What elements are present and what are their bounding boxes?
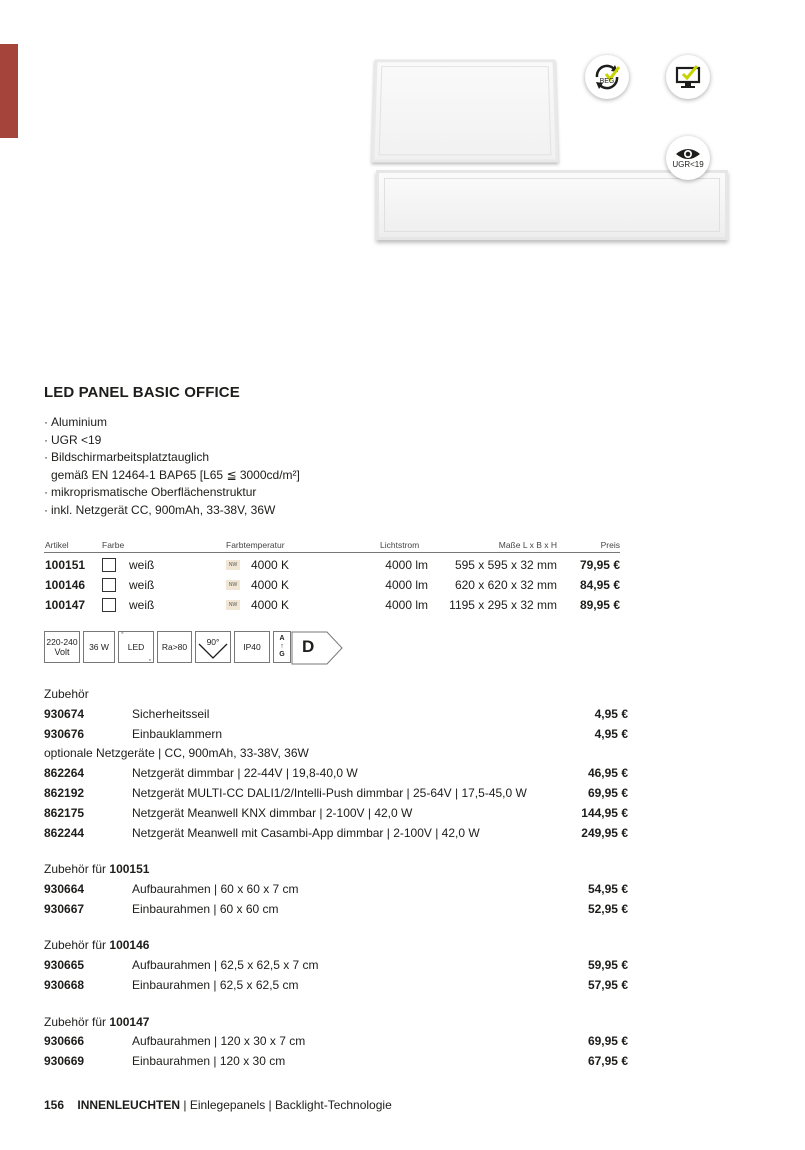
accessory-code: 930666 (44, 1034, 85, 1048)
group-article: 100147 (109, 1015, 150, 1029)
driver-desc: Netzgerät dimmbar | 22-44V | 19,8-40,0 W (132, 766, 358, 780)
accessory-code: 930664 (44, 882, 85, 896)
table-row (44, 595, 624, 615)
energy-class: D (302, 637, 315, 656)
page-number: 156 (44, 1098, 65, 1112)
driver-code: 862175 (44, 806, 85, 820)
accessory-price: 54,95 € (587, 882, 628, 896)
accessory-code: 930676 (44, 727, 85, 741)
accessory-desc: Einbaurahmen | 62,5 x 62,5 cm (132, 978, 299, 992)
feature-list (44, 414, 300, 519)
beg-icon (585, 55, 629, 99)
beg-label: BEG (599, 78, 615, 85)
accessories-heading: Zubehör (44, 687, 89, 701)
driver-row (44, 824, 628, 844)
accessory-row (44, 976, 628, 996)
square-panel-image (371, 59, 558, 162)
driver-desc: Netzgerät Meanwell KNX dimmbar | 2-100V | 42,0 W (132, 806, 413, 820)
beam-angle-value: 90° (206, 637, 220, 647)
col-masse: Maße L x B x H (498, 540, 557, 550)
col-farbe: Farbe (102, 540, 125, 550)
group-heading (44, 1015, 149, 1029)
feature-item: · Aluminium (44, 414, 300, 432)
accessory-desc: Einbaurahmen | 60 x 60 cm (132, 902, 279, 916)
dimensions: 1195 x 295 x 32 mm (449, 598, 557, 612)
driver-price: 69,95 € (587, 786, 628, 800)
col-farbtemperatur: Farbtemperatur (226, 540, 285, 550)
accessory-price: 4,95 € (594, 707, 628, 721)
col-preis: Preis (600, 540, 620, 550)
driver-row (44, 784, 628, 804)
ugr-label: UGR<19 (672, 160, 704, 169)
accessory-price: 4,95 € (594, 727, 628, 741)
product-title: LED PANEL BASIC OFFICE (44, 384, 240, 401)
price: 79,95 € (579, 558, 620, 572)
driver-price: 144,95 € (581, 806, 628, 820)
led-badge: ◦ LED ◦ (118, 631, 154, 663)
table-header (44, 538, 620, 553)
group-article: 100146 (109, 938, 150, 952)
accessory-price: 59,95 € (587, 958, 628, 972)
group-heading (44, 862, 149, 876)
spec-badges (44, 631, 343, 665)
group-prefix: Zubehör für (44, 862, 107, 876)
drivers-heading: optionale Netzgeräte | CC, 900mAh, 33-38V, 36W (44, 746, 309, 760)
accessory-code: 930668 (44, 978, 85, 992)
driver-row (44, 804, 628, 824)
neutral-white-badge: NW (226, 560, 240, 570)
driver-code: 862192 (44, 786, 85, 800)
color-swatch (102, 598, 116, 612)
feature-item: · mikroprismatische Oberflächenstruktur (44, 484, 300, 502)
group-prefix: Zubehör für (44, 1015, 107, 1029)
energy-class-label (291, 631, 343, 665)
dimensions: 620 x 620 x 32 mm (454, 578, 557, 592)
accessory-code: 930674 (44, 707, 85, 721)
color-name: weiß (129, 558, 155, 572)
accessory-desc: Einbauklammern (132, 727, 223, 741)
color-temperature: 4000 K (251, 578, 290, 592)
dimensions: 595 x 595 x 32 mm (454, 558, 557, 572)
col-lichtstrom: Lichtstrom (380, 540, 420, 550)
color-swatch (102, 558, 116, 572)
cri-badge: Ra>80 (157, 631, 192, 663)
energy-scale-arrow: ↑ (280, 643, 284, 650)
luminous-flux: 4000 lm (385, 558, 428, 572)
accessory-row (44, 1052, 628, 1072)
accessory-desc: Einbaurahmen | 120 x 30 cm (132, 1054, 286, 1068)
accessory-price: 67,95 € (587, 1054, 628, 1068)
voltage-range: 220-240 (46, 637, 78, 647)
color-name: weiß (129, 598, 155, 612)
accessory-row (44, 1032, 628, 1052)
rectangular-panel-image (376, 170, 728, 240)
color-temperature: 4000 K (251, 598, 290, 612)
driver-code: 862244 (44, 826, 85, 840)
accessory-price: 69,95 € (587, 1034, 628, 1048)
accessory-row (44, 725, 628, 745)
energy-arrow-icon (291, 631, 343, 665)
accessory-code: 930669 (44, 1054, 85, 1068)
beam-angle-badge (195, 631, 231, 663)
col-artikel: Artikel (45, 540, 69, 550)
accessory-row (44, 900, 628, 920)
accessory-desc: Sicherheitsseil (132, 707, 210, 721)
price: 84,95 € (579, 578, 620, 592)
accessory-code: 930665 (44, 958, 85, 972)
neutral-white-badge: NW (226, 580, 240, 590)
monitor-icon (666, 55, 710, 99)
accessory-desc: Aufbaurahmen | 60 x 60 x 7 cm (132, 882, 299, 896)
color-temperature: 4000 K (251, 558, 290, 572)
article-number: 100147 (45, 598, 86, 612)
color-swatch (102, 578, 116, 592)
article-number: 100151 (45, 558, 86, 572)
ugr-eye-icon (666, 136, 710, 180)
accessory-desc: Aufbaurahmen | 62,5 x 62,5 x 7 cm (132, 958, 319, 972)
driver-desc: Netzgerät Meanwell mit Casambi-App dimmbar | 2-100V | 42,0 W (132, 826, 480, 840)
accessory-desc: Aufbaurahmen | 120 x 30 x 7 cm (132, 1034, 306, 1048)
group-prefix: Zubehör für (44, 938, 107, 952)
neutral-white-badge: NW (226, 600, 240, 610)
driver-price: 249,95 € (581, 826, 628, 840)
accessory-row (44, 705, 628, 725)
article-number: 100146 (45, 578, 86, 592)
energy-scale-top: A (279, 635, 285, 642)
driver-desc: Netzgerät MULTI-CC DALI1/2/Intelli-Push dimmbar | 25-64V | 17,5-45,0 W (132, 786, 527, 800)
feature-item: · Bildschirmarbeitsplatztauglich (44, 449, 300, 467)
feature-item: · inkl. Netzgerät CC, 900mAh, 33-38V, 36W (44, 502, 300, 520)
energy-scale-badge (273, 631, 291, 663)
feature-item-continuation: gemäß EN 12464-1 BAP65 [L65 ≦ 3000cd/m²] (51, 467, 300, 482)
luminous-flux: 4000 lm (385, 598, 428, 612)
voltage-unit: Volt (54, 647, 70, 657)
ip-rating-badge: IP40 (234, 631, 270, 663)
group-heading (44, 938, 149, 952)
group-article: 100151 (109, 862, 150, 876)
section-name: INNENLEUCHTEN (77, 1098, 181, 1112)
accessory-code: 930667 (44, 902, 85, 916)
table-row (44, 555, 624, 575)
wattage-badge: 36 W (83, 631, 115, 663)
chapter-tab-marker (0, 44, 18, 138)
table-row (44, 575, 624, 595)
accessory-row (44, 956, 628, 976)
driver-code: 862264 (44, 766, 85, 780)
page-footer (44, 1098, 392, 1112)
accessory-price: 52,95 € (587, 902, 628, 916)
accessory-row (44, 880, 628, 900)
driver-price: 46,95 € (587, 766, 628, 780)
driver-row (44, 764, 628, 784)
feature-item: · UGR <19 (44, 432, 300, 450)
price: 89,95 € (579, 598, 620, 612)
section-path: | Einlegepanels | Backlight-Technologie (180, 1098, 392, 1112)
accessory-price: 57,95 € (587, 978, 628, 992)
voltage-badge (44, 631, 80, 663)
energy-scale-bottom: G (279, 651, 285, 658)
luminous-flux: 4000 lm (385, 578, 428, 592)
color-name: weiß (129, 578, 155, 592)
